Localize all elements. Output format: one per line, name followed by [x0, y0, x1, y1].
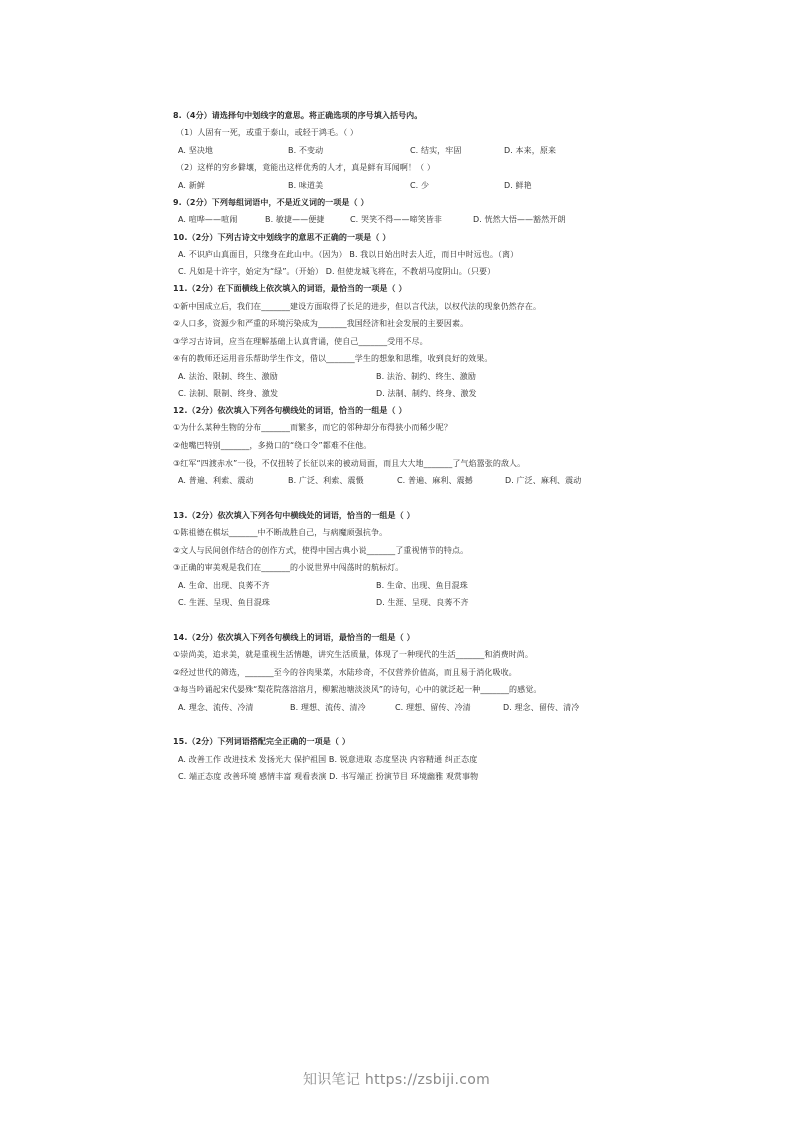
q10-options-ab: A. 不识庐山真面目，只缘身在此山中。（因为） B. 我以日始出时去人近，而日中时远也。（离）	[178, 250, 519, 259]
q12-sentence-3: ③红军“四渡赤水”一役，不仅扭转了长征以来的被动局面，而且大大地_______了气焰嚣张的敌人。	[173, 459, 526, 468]
q8-s2-option-d: D. 鲜艳	[504, 181, 532, 190]
q13-sentence-3: ③正确的审美观是我们在_______的小说世界中闯荡时的航标灯。	[173, 563, 404, 572]
q11-option-a: A. 法治、限制、终生、激励	[178, 372, 278, 381]
q11-sentence-3: ③学习古诗词，应当在理解基础上认真背诵，使自己_______受用不尽。	[173, 337, 428, 346]
q8-s2-option-c: C. 少	[410, 181, 430, 190]
q8-s1-option-a: A. 坚决地	[178, 146, 214, 155]
q8-s1-option-d: D. 本来，原来	[504, 146, 557, 155]
q12-option-a: A. 普遍、利索、震动	[178, 476, 254, 485]
q8-s1-option-c: C. 结实，牢固	[410, 146, 462, 155]
q13-sentence-1: ①陈祖德在棋坛_______中不断战胜自己，与病魔顽强抗争。	[173, 528, 388, 537]
q14-sentence-2: ②经过世代的筛选，_______至今的谷肉果菜，水陆珍奇，不仅营养价值高，而且易于消化吸收。	[173, 668, 517, 677]
q14-sentence-1: ①崇尚美，追求美，就是重视生活情趣，讲究生活质量，体现了一种现代的生活_______和消费时尚。	[173, 650, 533, 659]
q14-sentence-3: ③每当吟诵起宋代晏殊“梨花院落溶溶月，柳絮池塘淡淡风”的诗句，心中的就泛起一种_______的感觉。	[173, 685, 542, 694]
q12-sentence-1: ①为什么某种生物的分布_______而繁多，而它的邻种却分布得狭小而稀少呢？	[173, 423, 452, 432]
q12-sentence-2: ②他嘴巴特别_______，多拗口的“绕口令”都难不住他。	[173, 441, 372, 450]
q9-stem: 9.（2分）下列每组词语中，不是近义词的一项是（ ）	[173, 198, 369, 207]
q10-stem: 10.（2分）下列古诗文中划线字的意思不正确的一项是（ ）	[173, 233, 391, 242]
q15-options-ab: A. 改善工作 改进技术 发扬光大 保护祖国 B. 锐意进取 态度坚决 内容精通 纠正态度	[178, 755, 478, 764]
q11-option-d: D. 法制、制约、终身、激发	[376, 389, 477, 398]
q11-option-b: B. 法治、制约、终生、激励	[376, 372, 476, 381]
q8-sentence-1: （1）人固有一死，或重于泰山，或轻于鸿毛。（ ）	[176, 128, 359, 137]
q9-option-a: A. 喧哗——喧闹	[178, 215, 238, 224]
q14-stem: 14.（2分）依次填入下列各句横线上的词语，最恰当的一组是（ ）	[173, 633, 415, 642]
q9-option-b: B. 敏捷——便捷	[265, 215, 325, 224]
q11-option-c: C. 法制、限制、终身、激发	[178, 389, 279, 398]
q8-s2-option-a: A. 新鲜	[178, 181, 205, 190]
q9-option-d: D. 恍然大悟——豁然开朗	[473, 215, 566, 224]
q13-option-d: D. 生涯、呈现、良莠不齐	[376, 598, 469, 607]
q13-option-b: B. 生命、出现、鱼目混珠	[376, 581, 468, 590]
q11-sentence-4: ④有的教师还运用音乐帮助学生作文，借以_______学生的想象和思维，收到良好的效果。	[173, 354, 493, 363]
q11-sentence-2: ②人口多，资源少和严重的环境污染成为_______我国经济和社会发展的主要因素。	[173, 319, 469, 328]
q8-s2-option-b: B. 味道美	[288, 181, 324, 190]
q13-stem: 13.（2分）依次填入下列各句中横线处的词语，恰当的一组是（ ）	[173, 511, 415, 520]
q11-sentence-1: ①新中国成立后，我们在_______建设方面取得了长足的进步，但以言代法，以权代法的现象仍然存在。	[173, 302, 542, 311]
q14-option-d: D. 理念、留传、清冷	[503, 703, 580, 712]
q13-option-c: C. 生涯、呈现、鱼目混珠	[178, 598, 270, 607]
q8-sentence-2: （2）这样的穷乡僻壤，竟能出这样优秀的人才，真是鲜有耳闻啊！（ ）	[176, 163, 435, 172]
q12-stem: 12.（2分）依次填入下列各句横线处的词语，恰当的一组是（ ）	[173, 406, 407, 415]
q12-option-b: B. 广泛、利索、震慑	[288, 476, 364, 485]
q8-stem: 8.（4分）请选择句中划线字的意思。将正确选项的序号填入括号内。	[173, 111, 423, 120]
q12-option-d: D. 广泛、麻利、震动	[505, 476, 582, 485]
q14-option-c: C. 理想、留传、冷清	[395, 703, 471, 712]
q13-option-a: A. 生命、出现、良莠不齐	[178, 581, 270, 590]
q12-option-c: C. 普遍、麻利、震撼	[397, 476, 473, 485]
q11-stem: 11.（2分）在下面横线上依次填入的词语，最恰当的一项是（ ）	[173, 284, 407, 293]
q8-s1-option-b: B. 不变动	[288, 146, 324, 155]
q15-stem: 15.（2分）下列词语搭配完全正确的一项是（ ）	[173, 737, 350, 746]
q14-option-a: A. 理念、流传、冷清	[178, 703, 254, 712]
q14-option-b: B. 理想、流传、清冷	[290, 703, 366, 712]
q15-options-cd: C. 端正态度 改善环境 感情丰富 观看表演 D. 书写端正 扮演节目 环境幽雅 观赏事物	[178, 772, 479, 781]
q10-options-cd: C. 凡如是十许字，始定为“绿”。（开始） D. 但使龙城飞将在，不教胡马度阴山。（只要）	[178, 267, 496, 276]
q9-option-c: C. 哭笑不得——啼笑皆非	[350, 215, 442, 224]
site-watermark: 知识笔记 https://zsbiji.com	[302, 1072, 491, 1088]
q13-sentence-2: ②文人与民间创作结合的创作方式，使得中国古典小说_______了重视情节的特点。	[173, 546, 469, 555]
